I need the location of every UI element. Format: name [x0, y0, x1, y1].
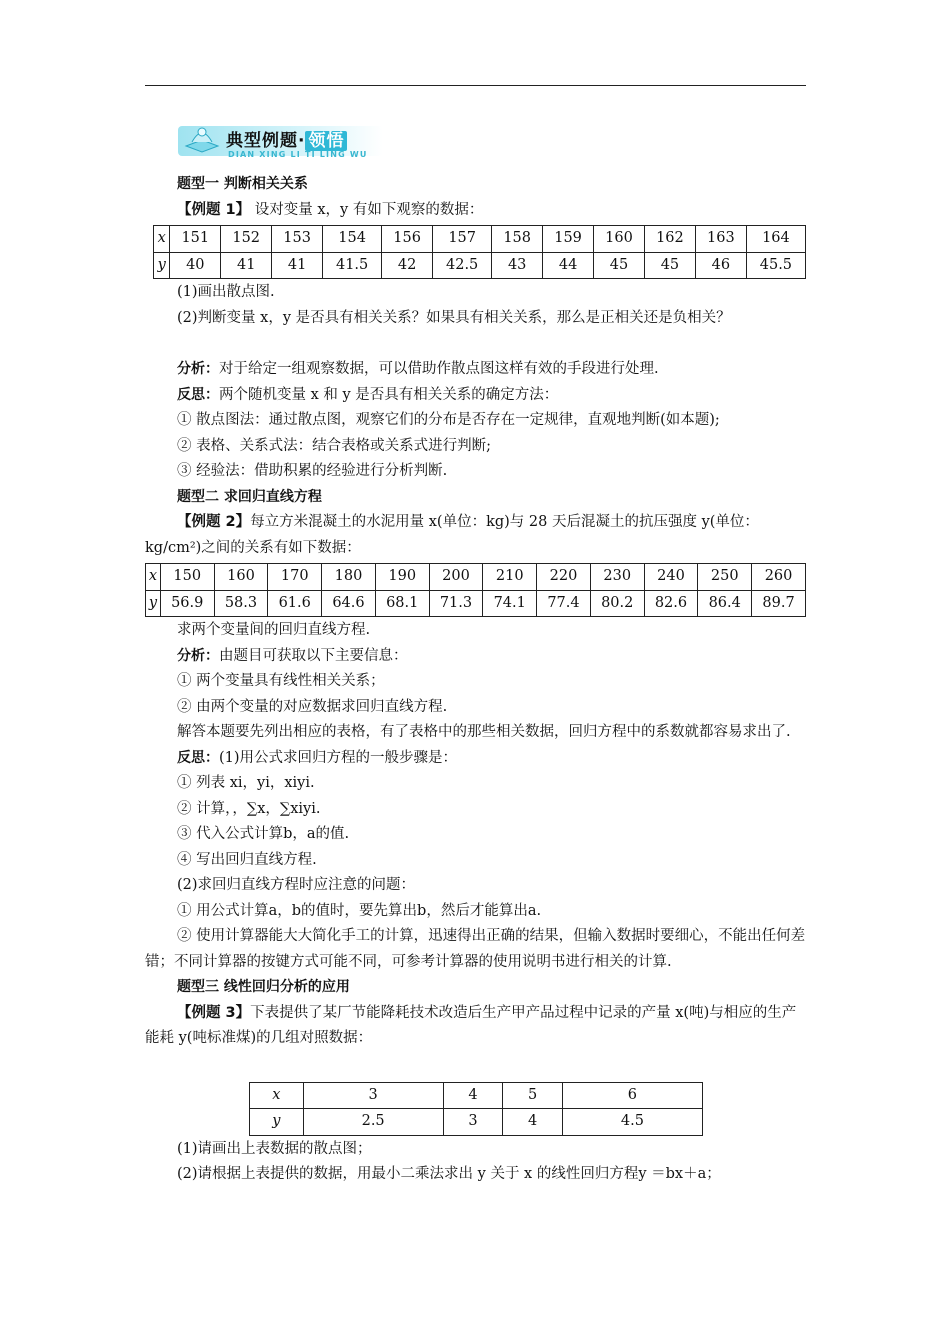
section3-example — [145, 1001, 806, 1052]
x-label-cell: x — [146, 564, 161, 591]
reflection-label: 反思： — [177, 386, 219, 403]
table-cell: 157 — [433, 226, 492, 253]
section3-question-2: (2)请根据上表提供的数据，用最小二乘法求出 y 关于 x 的线性回归方程y ＝bx＋a； — [177, 1166, 721, 1182]
section2-note-1: ① 用公式计算a，b的值时，要先算出b，然后才能算出a. — [177, 902, 542, 919]
section1-example-text: 设对变量 x，y 有如下观察的数据： — [254, 201, 484, 218]
reflection-label: 反思： — [177, 749, 219, 766]
table-row — [250, 1082, 703, 1109]
section2-task: 求两个变量间的回归直线方程. — [177, 622, 371, 638]
table-cell: 86.4 — [698, 590, 752, 617]
top-rule — [145, 85, 806, 86]
section-banner — [178, 118, 398, 164]
banner-title-main: 典型例题 — [226, 131, 298, 151]
table-cell: 158 — [492, 226, 543, 253]
section2-solve-note: 解答本题要先列出相应的表格，有了表格中的那些相关数据，回归方程中的系数就都容易求出了. — [177, 724, 791, 740]
spacer — [145, 331, 806, 357]
banner-title — [226, 126, 347, 151]
section1-reflection-item-1: ① 散点图法：通过散点图，观察它们的分布是否存在一定规律，直观地判断(如本题); — [177, 412, 720, 428]
table-cell: 162 — [644, 226, 695, 253]
banner-title-highlight: 领悟 — [305, 131, 347, 151]
table-cell: 6 — [562, 1082, 702, 1109]
table-cell: 45 — [594, 252, 645, 279]
section1-reflection — [145, 383, 806, 409]
table-cell: 41.5 — [323, 252, 382, 279]
table-cell: 4 — [503, 1109, 563, 1136]
table-cell: 220 — [537, 564, 591, 591]
section2-step-3: ③ 代入公式计算b，a的值. — [177, 826, 350, 842]
banner-title-dot: · — [298, 131, 306, 151]
table-cell: 230 — [590, 564, 644, 591]
section1-reflection-item-2: ② 表格、关系式法：结合表格或关系式进行判断; — [177, 437, 491, 454]
table-cell: 71.3 — [429, 590, 483, 617]
table-cell: 150 — [160, 564, 214, 591]
table-cell: 250 — [698, 564, 752, 591]
section3-example-text: 下表提供了某厂节能降耗技术改造后生产甲产品过程中记录的产量 x(吨)与相应的生产能耗 y(吨标准煤)的几组对照数据： — [145, 1004, 797, 1046]
analysis-text: 对于给定一组观察数据，可以借助作散点图这样有效的手段进行处理. — [219, 361, 659, 377]
table-cell: 200 — [429, 564, 483, 591]
reflection-text: (1)用公式求回归方程的一般步骤是： — [219, 749, 458, 766]
y-label-cell: y — [146, 590, 161, 617]
table-cell: 4.5 — [562, 1109, 702, 1136]
section1-reflection-item-3: ③ 经验法：借助积累的经验进行分析判断. — [177, 463, 448, 479]
table-cell: 180 — [322, 564, 376, 591]
table-cell: 64.6 — [322, 590, 376, 617]
reflection-text: 两个随机变量 x 和 y 是否具有相关关系的确定方法： — [219, 386, 559, 403]
table-row — [154, 252, 806, 279]
section2-notes: (2)求回归直线方程时应注意的问题： — [177, 877, 416, 893]
table-cell: 154 — [323, 226, 382, 253]
section3-heading: 题型三 线性回归分析的应用 — [177, 979, 350, 995]
section2-data-table — [145, 563, 806, 617]
section2-analysis-item-1: ① 两个变量具有线性相关关系； — [177, 673, 385, 689]
analysis-label: 分析： — [177, 647, 219, 664]
table-cell: 43 — [492, 252, 543, 279]
section2-reflection — [145, 746, 806, 772]
table-row — [146, 590, 806, 617]
table-cell: 45 — [644, 252, 695, 279]
table-cell: 2.5 — [303, 1109, 443, 1136]
table-cell: 74.1 — [483, 590, 537, 617]
section1-example-label: 【例题 1】 — [177, 201, 251, 218]
analysis-text: 由题目可获取以下主要信息： — [219, 647, 408, 664]
table-cell: 159 — [543, 226, 594, 253]
table-cell: 45.5 — [746, 252, 805, 279]
table-cell: 151 — [170, 226, 221, 253]
table-cell: 44 — [543, 252, 594, 279]
section2-step-2: ② 计算，，∑x，∑xiyi. — [177, 800, 321, 817]
section1-example — [145, 198, 806, 224]
table-cell: 41 — [272, 252, 323, 279]
table-cell: 41 — [221, 252, 272, 279]
section2-step-4: ④ 写出回归直线方程. — [177, 851, 317, 868]
analysis-label: 分析： — [177, 361, 219, 377]
table-cell: 3 — [303, 1082, 443, 1109]
table-cell: 80.2 — [590, 590, 644, 617]
section1-question-1: (1)画出散点图. — [177, 284, 275, 300]
table-cell: 58.3 — [214, 590, 268, 617]
section2-note-2: ② 使用计算器能大大简化手工的计算，迅速得出正确的结果，但输入数据时要细心，不能出任何差错；不同计算器的按键方式可能不同，可参考计算器的使用说明书进行相关的计算. — [145, 928, 806, 970]
section2-step-1: ① 列表 xi，yi，xiyi. — [177, 775, 315, 791]
table-cell: 163 — [695, 226, 746, 253]
table-cell: 68.1 — [375, 590, 429, 617]
section1-heading: 题型一 判断相关关系 — [177, 176, 308, 192]
table-cell: 4 — [443, 1082, 503, 1109]
section1-analysis — [145, 357, 806, 383]
section2-example-text: 每立方米混凝土的水泥用量 x(单位：kg)与 28 天后混凝土的抗压强度 y(单位：kg/cm²)之间的关系有如下数据： — [145, 514, 759, 556]
section2-example-label: 【例题 2】 — [177, 514, 251, 530]
book-icon — [182, 120, 222, 156]
x-label-cell: x — [250, 1082, 304, 1109]
y-label-cell: y — [154, 252, 170, 279]
table-row — [146, 564, 806, 591]
table-cell: 42.5 — [433, 252, 492, 279]
table-cell: 160 — [214, 564, 268, 591]
section2-heading: 题型二 求回归直线方程 — [177, 488, 322, 505]
table-cell: 260 — [752, 564, 806, 591]
section3-data-table — [249, 1082, 703, 1136]
section1-question-2: (2)判断变量 x，y 是否具有相关关系？如果具有相关关系，那么是正相关还是负相关？ — [177, 309, 731, 326]
section1-data-table — [153, 225, 806, 279]
table-cell: 77.4 — [537, 590, 591, 617]
section2-analysis-item-2: ② 由两个变量的对应数据求回归直线方程. — [177, 698, 448, 715]
table-cell: 61.6 — [268, 590, 322, 617]
table-cell: 160 — [594, 226, 645, 253]
table-row — [250, 1109, 703, 1136]
table-cell: 240 — [644, 564, 698, 591]
table-cell: 56.9 — [160, 590, 214, 617]
section3-question-1: (1)请画出上表数据的散点图； — [177, 1140, 372, 1157]
x-label-cell: x — [154, 226, 170, 253]
table-cell: 164 — [746, 226, 805, 253]
section2-example — [145, 510, 806, 561]
table-cell: 42 — [382, 252, 433, 279]
table-cell: 170 — [268, 564, 322, 591]
table-cell: 156 — [382, 226, 433, 253]
section2-analysis — [145, 644, 806, 670]
table-cell: 40 — [170, 252, 221, 279]
table-cell: 152 — [221, 226, 272, 253]
table-row — [154, 226, 806, 253]
table-cell: 89.7 — [752, 590, 806, 617]
section3-example-label: 【例题 3】 — [177, 1004, 251, 1021]
table-cell: 3 — [443, 1109, 503, 1136]
document-body — [145, 172, 806, 1188]
table-cell: 46 — [695, 252, 746, 279]
table-cell: 190 — [375, 564, 429, 591]
table-cell: 210 — [483, 564, 537, 591]
table-cell: 82.6 — [644, 590, 698, 617]
y-label-cell: y — [250, 1109, 304, 1136]
table-cell: 153 — [272, 226, 323, 253]
table-cell: 5 — [503, 1082, 563, 1109]
banner-pinyin: DIAN XING LI TI LING WU — [228, 150, 368, 159]
